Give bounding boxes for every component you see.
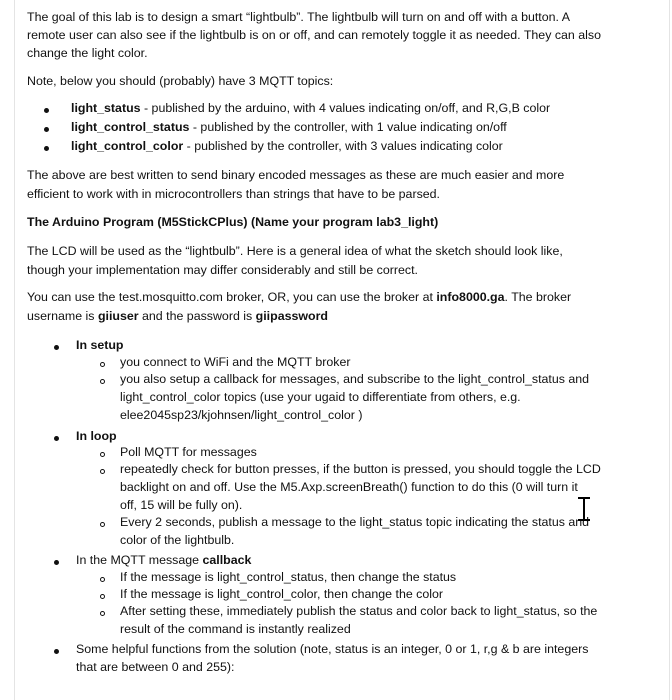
text-cursor-icon — [575, 496, 593, 522]
topic-name: light_control_status — [71, 120, 190, 134]
setup-label: In setup — [76, 338, 124, 352]
broker-host: info8000.ga — [436, 290, 505, 304]
callback-item-2: If the message is light_control_color, then change the color — [120, 587, 444, 601]
callback-label — [76, 552, 251, 568]
broker-username: giiuser — [97, 309, 139, 323]
topic-item — [71, 100, 550, 116]
bullet — [54, 436, 59, 441]
broker-text: You can use the test.mosquitto.com broker, OR, you can use the broker at — [27, 290, 437, 304]
loop-item-1: Poll MQTT for messages — [120, 445, 257, 459]
loop-item-3-line-1: Every 2 seconds, publish a message to the light_status topic indicating the status and — [120, 515, 590, 529]
callback-item-3-line-2: result of the command is instantly realized — [120, 622, 351, 636]
bullet — [54, 345, 59, 350]
intro-line-2: remote user can also see if the lightbulb is on or off, and can remotely toggle it as needed. They can also — [27, 28, 601, 42]
helpful-line-1: Some helpful functions from the solution (note, status is an integer, 0 or 1, r,g & b are integers — [76, 642, 589, 656]
topic-desc: - published by the arduino, with 4 values indicating on/off, and R,G,B color — [140, 101, 551, 115]
sub-bullet — [100, 469, 105, 474]
broker-line-2 — [27, 308, 328, 324]
binary-note-line-1: The above are best written to send binary encoded messages as these are much easier and more — [27, 168, 565, 182]
callback-label-text: In the MQTT message — [76, 553, 203, 567]
loop-item-2-line-3: off, 15 will be fully on). — [120, 498, 243, 512]
loop-item-2-line-1: repeatedly check for button presses, if the button is pressed, you should toggle the LCD — [120, 462, 601, 476]
bullet — [44, 146, 49, 151]
helpful-line-2: that are between 0 and 255): — [76, 660, 235, 674]
callback-item-3-line-1: After setting these, immediately publish the status and color back to light_status, so the — [120, 604, 598, 618]
topic-item — [71, 119, 507, 135]
broker-line-1 — [27, 289, 571, 305]
broker-password: giipassword — [255, 309, 328, 323]
setup-item-2-line-3: elee2045sp23/kjohnsen/light_control_color ) — [120, 408, 363, 422]
setup-item-2-line-2: light_control_color topics (use your ugaid to differentiate from others, e.g. — [120, 390, 521, 404]
bullet — [44, 108, 49, 113]
loop-label: In loop — [76, 429, 117, 443]
binary-note-line-2: efficient to work with in microcontrollers than strings that have to be parsed. — [27, 187, 440, 201]
bullet — [54, 560, 59, 565]
intro-line-1: The goal of this lab is to design a smart “lightbulb”. The lightbulb will turn on and off with a button. A — [27, 10, 570, 24]
broker-text: username is — [27, 309, 98, 323]
sub-bullet — [100, 611, 105, 616]
topic-desc: - published by the controller, with 3 values indicating color — [183, 139, 503, 153]
topic-name: light_control_color — [71, 139, 184, 153]
topic-item — [71, 138, 503, 154]
sub-bullet — [100, 452, 105, 457]
intro-line-3: change the light color. — [27, 46, 148, 60]
sub-bullet — [100, 362, 105, 367]
sub-bullet — [100, 522, 105, 527]
callback-label-bold: callback — [202, 553, 252, 567]
topic-name: light_status — [71, 101, 141, 115]
sub-bullet — [100, 379, 105, 384]
sub-bullet — [100, 577, 105, 582]
loop-item-3-line-2: color of the lightbulb. — [120, 533, 235, 547]
bullet — [44, 127, 49, 132]
broker-text: . The broker — [504, 290, 572, 304]
sub-bullet — [100, 594, 105, 599]
bullet — [54, 649, 59, 654]
loop-item-2-line-2: backlight on and off. Use the M5.Axp.screenBreath() function to do this (0 will turn it — [120, 480, 578, 494]
lcd-note-line-2: though your implementation may differ considerably and still be correct. — [27, 263, 418, 277]
topic-desc: - published by the controller, with 1 value indicating on/off — [189, 120, 507, 134]
setup-item-1: you connect to WiFi and the MQTT broker — [120, 355, 351, 369]
note-text: Note, below you should (probably) have 3 MQTT topics: — [27, 74, 334, 88]
section-heading: The Arduino Program (M5StickCPlus) (Name your program lab3_light) — [27, 215, 439, 229]
broker-text: and the password is — [138, 309, 256, 323]
callback-item-1: If the message is light_control_status, then change the status — [120, 570, 457, 584]
setup-item-2-line-1: you also setup a callback for messages, and subscribe to the light_control_status and — [120, 372, 590, 386]
lcd-note-line-1: The LCD will be used as the “lightbulb”. Here is a general idea of what the sketch should look like, — [27, 244, 563, 258]
